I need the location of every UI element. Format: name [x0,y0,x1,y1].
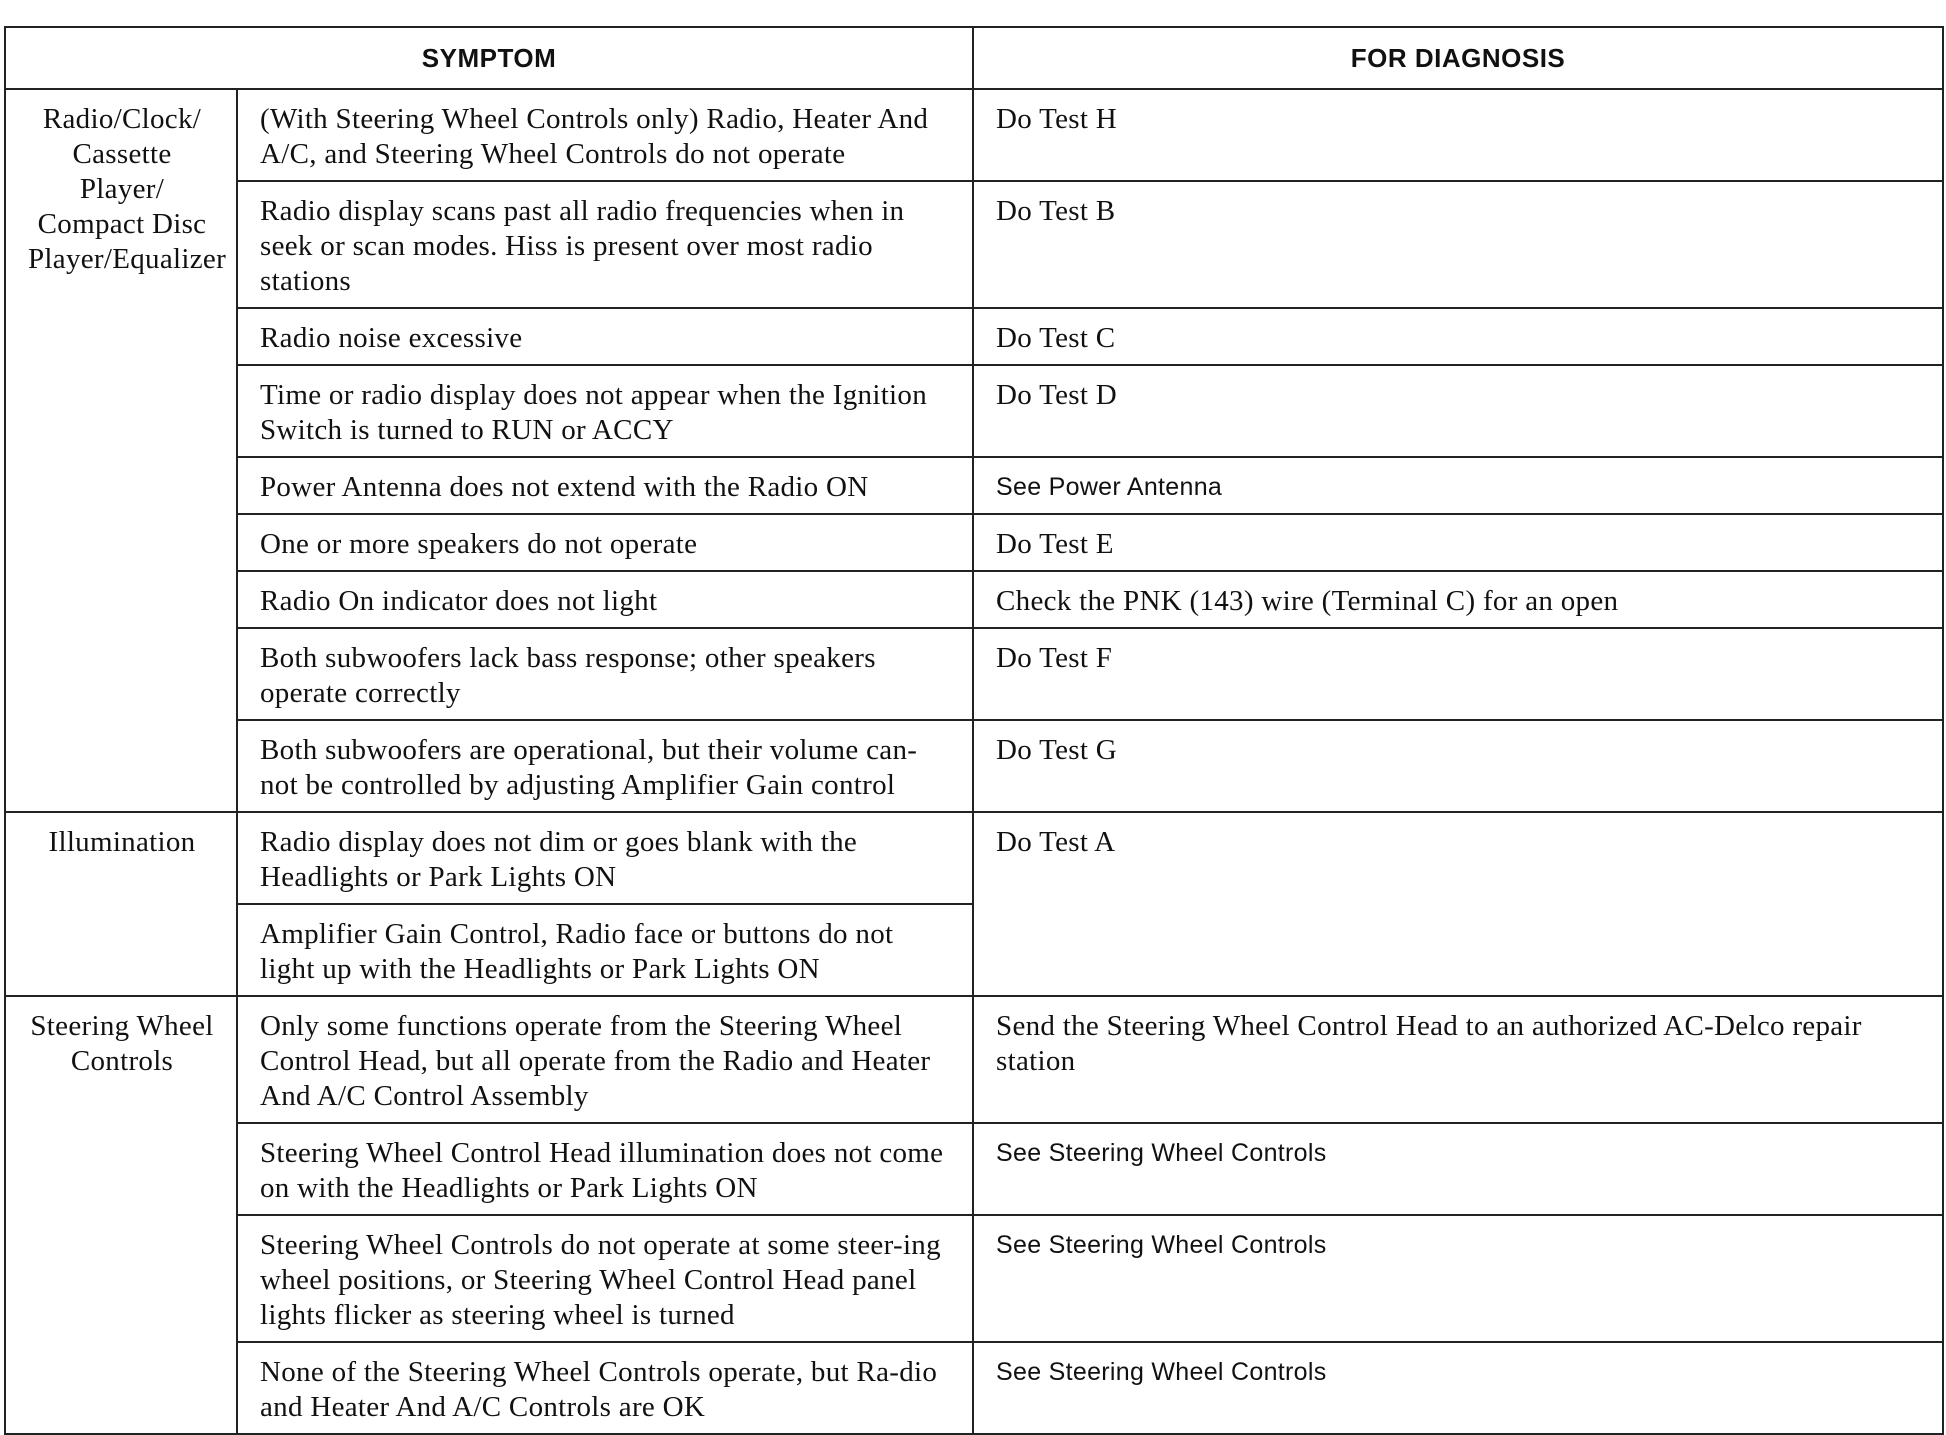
symptom-cell: One or more speakers do not operate [237,514,973,571]
symptom-diagnosis-table [4,26,1944,1435]
table-row [5,1342,1943,1434]
category-cell-illumination: Illumination [5,812,237,996]
diagnosis-cell: Do Test A [973,812,1943,996]
symptom-cell: Power Antenna does not extend with the Radio ON [237,457,973,514]
symptom-cell: Radio noise excessive [237,308,973,365]
diagnosis-cell: Do Test D [973,365,1943,457]
diagnosis-cell: See Steering Wheel Controls [973,1123,1943,1215]
symptom-cell: (With Steering Wheel Controls only) Radio, Heater And A/C, and Steering Wheel Controls do not operate [237,89,973,181]
table-row [5,308,1943,365]
table-row [5,365,1943,457]
diagnosis-cell: Do Test G [973,720,1943,812]
table-row [5,457,1943,514]
diagnosis-cell: Do Test H [973,89,1943,181]
symptom-cell: Amplifier Gain Control, Radio face or buttons do not light up with the Headlights or Park Lights ON [237,904,973,996]
table-row [5,514,1943,571]
diagnosis-cell: Do Test C [973,308,1943,365]
category-cell-steering-wheel-controls: Steering Wheel Controls [5,996,237,1434]
table-row [5,996,1943,1123]
symptom-cell: Time or radio display does not appear when the Ignition Switch is turned to RUN or ACCY [237,365,973,457]
symptom-cell: Steering Wheel Controls do not operate at some steer-ing wheel positions, or Steering Wheel Control Head panel lights flicker as steering wheel is turned [237,1215,973,1342]
symptom-column-header: SYMPTOM [5,27,973,89]
table-row [5,812,1943,904]
table-row [5,1123,1943,1215]
symptom-cell: Only some functions operate from the Steering Wheel Control Head, but all operate from the Radio and Heater And A/C Control Assembly [237,996,973,1123]
diagnosis-cell: Send the Steering Wheel Control Head to an authorized AC-Delco repair station [973,996,1943,1123]
table-row [5,89,1943,181]
diagnosis-cell: Do Test F [973,628,1943,720]
diagnosis-cell: See Steering Wheel Controls [973,1215,1943,1342]
table-row [5,571,1943,628]
diagnosis-cell: See Power Antenna [973,457,1943,514]
diagnosis-table-sheet [4,26,1942,1435]
symptom-cell: Radio On indicator does not light [237,571,973,628]
table-row [5,1215,1943,1342]
diagnosis-cell: Check the PNK (143) wire (Terminal C) for an open [973,571,1943,628]
diagnosis-cell: Do Test E [973,514,1943,571]
table-row [5,720,1943,812]
diagnosis-cell: Do Test B [973,181,1943,308]
table-row [5,628,1943,720]
symptom-cell: Both subwoofers are operational, but their volume can-not be controlled by adjusting Amplifier Gain control [237,720,973,812]
table-header-row [5,27,1943,89]
symptom-cell: Radio display does not dim or goes blank with the Headlights or Park Lights ON [237,812,973,904]
symptom-cell: None of the Steering Wheel Controls operate, but Ra-dio and Heater And A/C Controls are OK [237,1342,973,1434]
diagnosis-column-header: FOR DIAGNOSIS [973,27,1943,89]
symptom-cell: Both subwoofers lack bass response; other speakers operate correctly [237,628,973,720]
symptom-cell: Steering Wheel Control Head illumination does not come on with the Headlights or Park Lights ON [237,1123,973,1215]
diagnosis-cell: See Steering Wheel Controls [973,1342,1943,1434]
table-row [5,181,1943,308]
category-cell-radio: Radio/Clock/ Cassette Player/ Compact Disc Player/Equalizer [5,89,237,812]
symptom-cell: Radio display scans past all radio frequencies when in seek or scan modes. Hiss is present over most radio stations [237,181,973,308]
